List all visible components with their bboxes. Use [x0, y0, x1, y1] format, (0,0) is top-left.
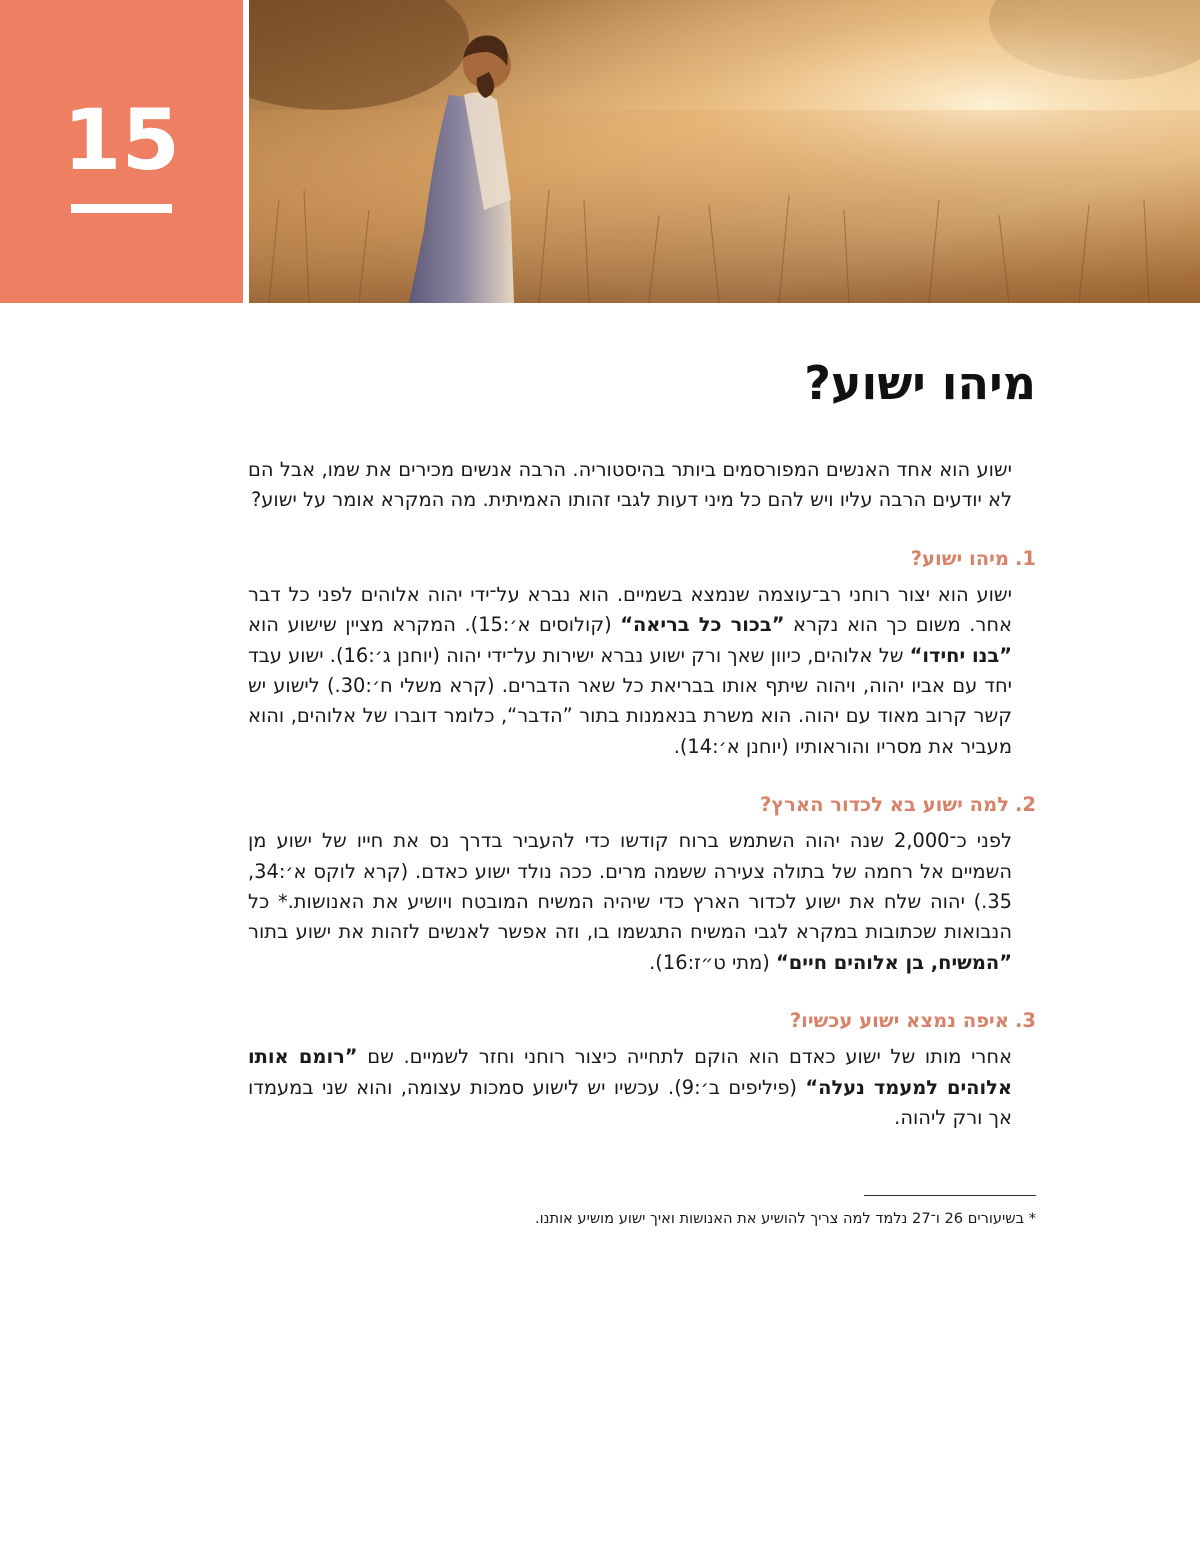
answer-2-text-a: לפני כ־2,000 שנה יהוה השתמש ברוח קודשו כדי להעביר בדרך נס את חייו של ישוע מן השמיים אל רחמה של בתולה צעירה ששמה מרים. ככה נולד ישוע כאדם. (קרא לוקס א׳:34, 35.) יהוה שלח את ישוע לכדור הארץ כדי שיהיה המשיח המובטח ויושיע את האנושות.* כל הנבואות שכתובות במקרא לגבי המשיח התגשמו בו, וזה אפשר לאנשים לזהות את ישוע בתור — [248, 829, 1012, 944]
header-photo — [249, 0, 1200, 303]
answer-1-text-a: ישוע הוא יצור רוחני רב־עוצמה שנמצא בשמיים. הוא נברא על־ידי יהוה אלוהים לפני כל דבר אחר. משום כך הוא נקרא — [248, 582, 1012, 637]
lesson-content — [248, 335, 1036, 1134]
question-1-heading — [248, 546, 1036, 572]
answer-1-text-c: של אלוהים, כיוון שאך ורק ישוע נברא ישירות על־ידי יהוה (יוחנן ג׳:16). ישוע עבד יחד עם אביו יהוה, ויהוה שיתף אותו בבריאת כל שאר הדברים. (קרא משלי ח׳:30.) לישוע יש קשר קרוב מאוד עם יהוה. הוא משרת בנאמנות בתור ”הדבר“, כלומר דוברו של אלוהים, והוא מעביר את מסריו והוראותיו (יוחנן א׳:14). — [248, 643, 1012, 758]
lesson-number-underline — [71, 204, 172, 213]
answer-1-bold-a: ”בכור כל בריאה“ — [620, 613, 785, 637]
footnote: * בשיעורים 26 ו־27 נלמד למה צריך להושיע את האנושות ואיך ישוע מושיע אותנו. — [535, 1210, 1036, 1227]
question-1-text: מיהו ישוע? — [910, 546, 1009, 570]
lesson-number: 15 — [63, 91, 180, 189]
answer-2-bold-a: ”המשיח, בן אלוהים חיים“ — [776, 950, 1012, 974]
question-2-heading — [248, 792, 1036, 818]
question-3-number: 3. — [1015, 1009, 1036, 1033]
answer-1-text-b: (קולוסים א׳:15). המקרא מציין שישוע הוא — [248, 613, 621, 637]
lesson-number-box — [0, 0, 243, 303]
page-title: מיהו ישוע? — [804, 356, 1036, 410]
answer-2-paragraph — [248, 826, 1036, 978]
header-banner — [0, 0, 1200, 303]
intro-paragraph: ישוע הוא אחד האנשים המפורסמים ביותר בהיסטוריה. הרבה אנשים מכירים את שמו, אבל הם לא יודעים הרבה עליו ויש להם כל מיני דעות לגבי זהותו האמיתית. מה המקרא אומר על ישוע? — [248, 458, 1012, 512]
footnote-divider — [864, 1195, 1036, 1196]
answer-3-text-a: אחרי מותו של ישוע כאדם הוא הוקם לתחייה כיצור רוחני וחזר לשמיים. שם — [357, 1045, 1012, 1069]
answer-2-text-b: (מתי ט״ז:16). — [649, 950, 777, 974]
answer-1-bold-b: ”בנו יחידו“ — [909, 643, 1012, 667]
answer-3-text-b: (פיליפים ב׳:9). עכשיו יש לישוע סמכות עצומה, והוא שני במעמדו אך ורק ליהוה. — [248, 1075, 1012, 1130]
question-1-number: 1. — [1015, 546, 1036, 570]
question-3-text: איפה נמצא ישוע עכשיו? — [789, 1009, 1009, 1033]
question-2-text: למה ישוע בא לכדור הארץ? — [759, 793, 1009, 817]
answer-1-paragraph — [248, 580, 1036, 762]
answer-3-paragraph — [248, 1042, 1036, 1133]
answer-3-bold-a: ”רומם אותו אלוהים למעמד נעלה“ — [248, 1045, 1013, 1099]
question-2-number: 2. — [1015, 793, 1036, 817]
question-3-heading — [248, 1008, 1036, 1034]
